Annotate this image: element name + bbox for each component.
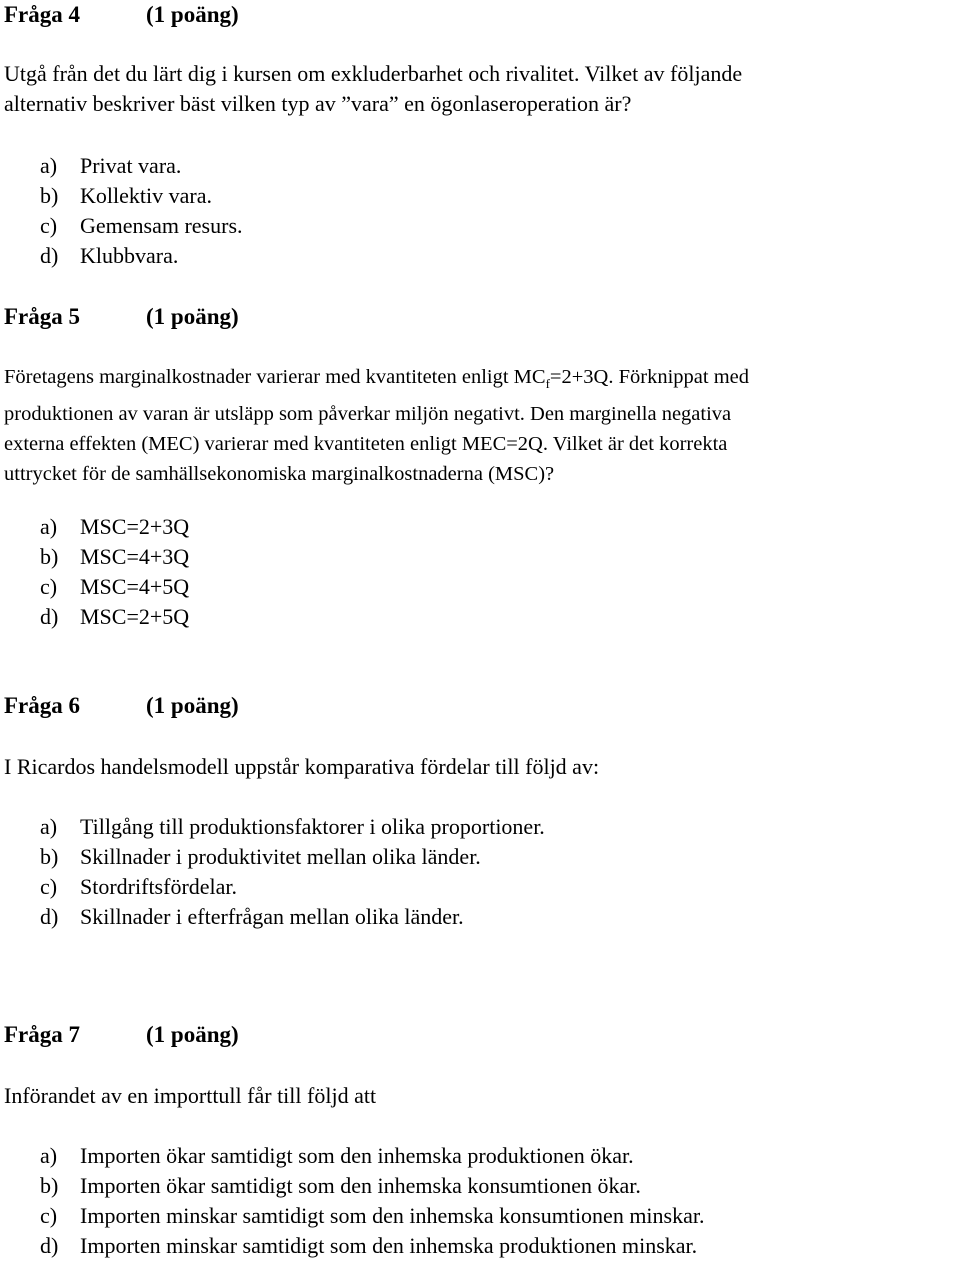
option-letter: b) — [40, 183, 59, 208]
option-c[interactable] — [40, 211, 243, 241]
question-text-line — [4, 362, 749, 399]
option-letter: a) — [40, 153, 58, 178]
option-d[interactable] — [40, 1231, 705, 1261]
option-letter: b) — [40, 1173, 59, 1198]
option-a[interactable] — [40, 1141, 705, 1171]
question-title: Fråga 7 — [4, 1022, 81, 1047]
question-5-text — [4, 362, 749, 489]
question-points: (1 poäng) — [146, 2, 239, 27]
option-letter: d) — [40, 604, 59, 629]
question-text-line: alternativ beskriver bäst vilken typ av ”vara” en ögonlaseroperation är? — [4, 91, 632, 116]
question-7-options — [40, 1141, 705, 1261]
question-6-heading — [4, 693, 239, 719]
question-title: Fråga 6 — [4, 693, 81, 718]
option-text: Tillgång till produktionsfaktorer i olika proportioner. — [80, 814, 545, 839]
question-4-options — [40, 151, 243, 271]
option-a[interactable] — [40, 812, 545, 842]
question-text-line: produktionen av varan är utsläpp som påverkar miljön negativt. Den marginella negativa — [4, 403, 732, 425]
option-text: Klubbvara. — [80, 243, 179, 268]
option-text: Stordriftsfördelar. — [80, 874, 238, 899]
option-text: MSC=2+5Q — [80, 604, 190, 629]
option-b[interactable] — [40, 181, 243, 211]
option-a[interactable] — [40, 151, 243, 181]
question-6-options — [40, 812, 545, 932]
option-text: Importen minskar samtidigt som den inhemska produktionen minskar. — [80, 1233, 698, 1258]
option-b[interactable] — [40, 842, 545, 872]
question-points: (1 poäng) — [146, 304, 239, 329]
option-letter: c) — [40, 874, 58, 899]
option-letter: a) — [40, 514, 58, 539]
question-text-line: Införandet av en importtull får till följd att — [4, 1083, 377, 1108]
option-letter: d) — [40, 1233, 59, 1258]
option-text: Importen minskar samtidigt som den inhemska konsumtionen minskar. — [80, 1203, 705, 1228]
question-5-heading — [4, 304, 239, 330]
question-text-line: uttrycket för de samhällsekonomiska marginalkostnaderna (MSC)? — [4, 463, 555, 485]
option-letter: b) — [40, 544, 59, 569]
option-letter: d) — [40, 904, 59, 929]
question-text-line: Utgå från det du lärt dig i kursen om exkluderbarhet och rivalitet. Vilket av följande — [4, 61, 743, 86]
option-d[interactable] — [40, 602, 189, 632]
option-text: Skillnader i efterfrågan mellan olika länder. — [80, 904, 464, 929]
question-text-part: Företagens marginalkostnader varierar med kvantiteten enligt MC — [4, 366, 546, 388]
option-text: Importen ökar samtidigt som den inhemska konsumtionen ökar. — [80, 1173, 641, 1198]
option-a[interactable] — [40, 512, 189, 542]
question-6-text — [4, 752, 599, 782]
question-text-part: =2+3Q. Förknippat med — [549, 366, 749, 388]
question-7-text — [4, 1081, 376, 1111]
option-text: Privat vara. — [80, 153, 182, 178]
option-letter: b) — [40, 844, 59, 869]
option-d[interactable] — [40, 902, 545, 932]
option-c[interactable] — [40, 872, 545, 902]
option-letter: a) — [40, 1143, 58, 1168]
option-text: Kollektiv vara. — [80, 183, 212, 208]
question-5-options — [40, 512, 189, 632]
question-title: Fråga 5 — [4, 304, 81, 329]
question-title: Fråga 4 — [4, 2, 81, 27]
question-points: (1 poäng) — [146, 1022, 239, 1047]
option-text: MSC=4+5Q — [80, 574, 190, 599]
option-c[interactable] — [40, 1201, 705, 1231]
question-4-text — [4, 59, 742, 119]
option-b[interactable] — [40, 542, 189, 572]
question-points: (1 poäng) — [146, 693, 239, 718]
option-d[interactable] — [40, 241, 243, 271]
option-b[interactable] — [40, 1171, 705, 1201]
option-letter: c) — [40, 574, 58, 599]
question-text-line: I Ricardos handelsmodell uppstår komparativa fördelar till följd av: — [4, 754, 600, 779]
option-letter: c) — [40, 213, 58, 238]
question-7-heading — [4, 1022, 239, 1048]
question-text-line: externa effekten (MEC) varierar med kvantiteten enligt MEC=2Q. Vilket är det korrekta — [4, 433, 728, 455]
option-letter: c) — [40, 1203, 58, 1228]
option-text: Importen ökar samtidigt som den inhemska produktionen ökar. — [80, 1143, 634, 1168]
option-text: Gemensam resurs. — [80, 213, 243, 238]
question-4-heading — [4, 2, 239, 28]
option-text: MSC=2+3Q — [80, 514, 190, 539]
option-letter: d) — [40, 243, 59, 268]
option-c[interactable] — [40, 572, 189, 602]
option-text: MSC=4+3Q — [80, 544, 190, 569]
subscript: f — [545, 376, 550, 391]
option-text: Skillnader i produktivitet mellan olika länder. — [80, 844, 481, 869]
option-letter: a) — [40, 814, 58, 839]
